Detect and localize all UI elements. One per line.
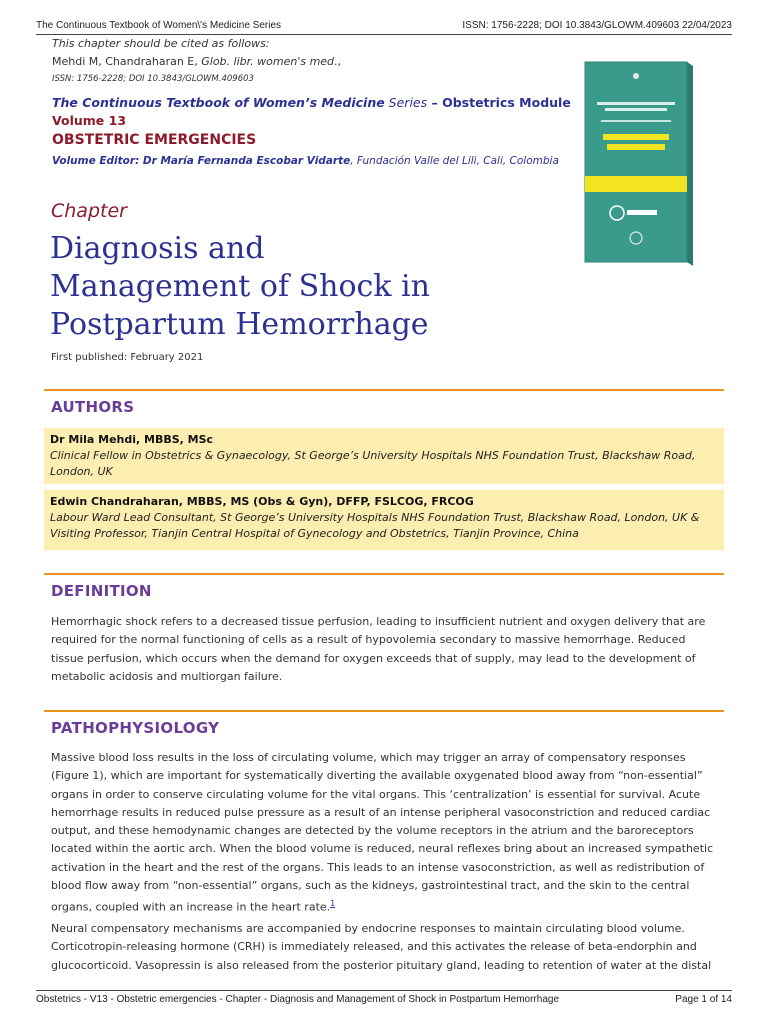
volume-number: Volume 13 — [52, 113, 127, 128]
series-module: – Obstetrics Module — [427, 95, 571, 110]
volume-editor — [52, 155, 572, 167]
header-issn-date: ISSN: 1756-2228; DOI 10.3843/GLOWM.409603 22/04/2023 — [462, 20, 732, 31]
reference-link[interactable]: 1 — [330, 899, 336, 909]
chapter-title-line: Diagnosis and — [50, 231, 265, 266]
footer-chapter-path: Obstetrics - V13 - Obstetric emergencies - Chapter - Diagnosis and Management of Shock in Postpartum Hemorrhage — [36, 994, 560, 1005]
chapter-label: Chapter — [51, 200, 127, 222]
author-card — [44, 428, 724, 484]
pathophysiology-text: Massive blood loss results in the loss of circulating volume, which may trigger an array of compensatory responses (Figure 1), which are important for systematically diverting the available oxygenated blood away from “non-essential” organs in order to conserve circulating volume for the vital organs. This ‘centralization’ is essential for survival. Acute hemorrhage results in reduced pulse pressure as a result of an intense peripheral vasoconstriction and reduced cardiac output, and these hemodynamic changes are detected by the volume receptors in the atrium and the baroreceptors located within the aortic arch. When the blood volume is reduced, neural reflexes bring about an increased sympathetic activation in the heart and the rest of the organs. This leads to an intense vasoconstriction, as well as redistribution of blood flow away from “non-essential” organs, such as the kidneys, gastrointestinal tract, and the skin to the central organs, coupled with an increase in the heart rate. — [51, 751, 714, 915]
citation-journal-suffix: ., — [334, 55, 342, 68]
citation-reference — [52, 55, 552, 68]
author-affiliation: Clinical Fellow in Obstetrics & Gynaecology, St George’s University Hospitals NHS Foundation Trust, Blackshaw Road, London, UK — [50, 449, 696, 478]
author-name: Edwin Chandraharan, MBBS, MS (Obs & Gyn), DFFP, FSLCOG, FRCOG — [50, 495, 474, 508]
section-heading-definition: DEFINITION — [44, 573, 724, 609]
running-footer — [36, 990, 732, 1007]
crest-icon — [633, 73, 639, 79]
citation-authors: Mehdi M, Chandraharan E, — [52, 55, 202, 68]
module-title: OBSTETRIC EMERGENCIES — [52, 132, 257, 148]
citation-issn: ISSN: 1756-2228; DOI 10.3843/GLOWM.409603 — [52, 74, 254, 84]
section-heading-pathophysiology: PATHOPHYSIOLOGY — [44, 710, 724, 746]
series-word: Series — [384, 95, 428, 110]
pathophysiology-paragraph — [51, 749, 717, 917]
cover-banner — [585, 176, 687, 192]
author-name: Dr Mila Mehdi, MBBS, MSc — [50, 433, 214, 446]
citation-intro: This chapter should be cited as follows: — [52, 37, 270, 50]
series-name: The Continuous Textbook of Women’s Medicine — [52, 95, 385, 110]
running-header — [36, 18, 732, 35]
page-number: Page 1 of 14 — [675, 994, 732, 1005]
first-published: First published: February 2021 — [51, 352, 204, 363]
book-cover-image — [583, 58, 695, 268]
chapter-title — [50, 230, 520, 344]
chapter-title-line: Management of Shock in — [50, 269, 430, 304]
author-affiliation: Labour Ward Lead Consultant, St George’s University Hospitals NHS Foundation Trust, Blackshaw Road, London, UK & Visiting Professor, Tianjin Central Hospital of Gynecology and Obstetrics, Tianjin Province, China — [50, 511, 700, 540]
book-spine — [687, 62, 693, 266]
editor-affiliation: , Fundación Valle del Lili, Cali, Colombia — [350, 155, 559, 167]
pathophysiology-paragraph: Neural compensatory mechanisms are accompanied by endocrine responses to maintain circulating blood volume. Corticotropin-releasing hormone (CRH) is immediately released, and this activates the release of beta-endorphin and glucocorticoid. Vasopressin is also released from the posterior pituitary gland, leading to retention of water at the distal — [51, 922, 712, 972]
definition-paragraph: Hemorrhagic shock refers to a decreased tissue perfusion, leading to insufficient nutrient and oxygen delivery that are required for the normal functioning of cells as a result of hypovolemia secondary to massive hemorrhage. Reduced tissue perfusion, which occurs when the demand for oxygen exceeds that of supply, may lead to the development of metabolic acidosis and multiorgan failure. — [51, 615, 706, 683]
header-series-title: The Continuous Textbook of Women\'s Medicine Series — [36, 20, 281, 31]
chapter-title-line: Postpartum Hemorrhage — [50, 307, 429, 342]
series-line — [52, 95, 572, 110]
author-card — [44, 490, 724, 550]
section-heading-authors: AUTHORS — [44, 389, 724, 425]
editor-name: Volume Editor: Dr María Fernanda Escobar Vidarte — [52, 155, 351, 167]
citation-journal: Glob. libr. women's med — [201, 55, 335, 68]
